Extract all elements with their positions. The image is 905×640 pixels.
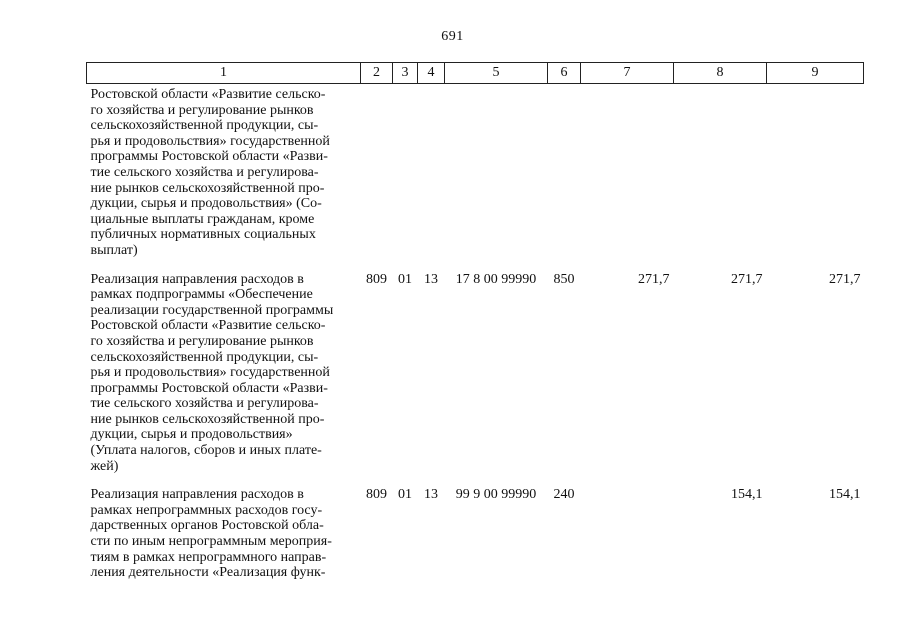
row-amount-col9: 271,7 (829, 271, 861, 287)
row-ministry-code: 809 (366, 487, 387, 503)
header-col-9: 9 (767, 63, 864, 84)
row-description (87, 269, 361, 485)
row-amount-col7 (581, 484, 674, 591)
row-amount-col8: 154,1 (731, 487, 763, 503)
row-target-article: 17 8 00 99990 (455, 271, 537, 287)
row-amount-col9 (767, 84, 864, 269)
table-row (87, 484, 864, 591)
header-col-5: 5 (445, 63, 548, 84)
row-description-text: Ростовской области «Развитие сельско- го хозяйства и регулирование рынков сельскохозяйственной продукции, сы- рья и продовольствия» государственной программы Ростовской области «Разви- тие сельского хозяйства и регулирова- ние рынков сельскохозяйственной про- дукции, сырья и продовольствия» (Со- циальные выплаты гражданам, кроме публичных нормативных социальных выплат) (90, 87, 330, 258)
row-amount-col7: 271,7 (638, 271, 670, 287)
header-col-7: 7 (581, 63, 674, 84)
header-col-6: 6 (548, 63, 581, 84)
row-amount-col8 (674, 84, 767, 269)
table-header (87, 63, 864, 84)
row-expense-type: 850 (553, 271, 575, 287)
header-row (87, 63, 864, 84)
header-col-2: 2 (361, 63, 393, 84)
row-amount-col7 (581, 84, 674, 269)
page-number: 691 (441, 29, 464, 44)
row-target-article: 99 9 00 99990 (455, 487, 537, 503)
row-subsection-code (418, 84, 445, 269)
row-expense-type (548, 84, 581, 269)
row-description-text: Реализация направления расходов в рамках непрограммных расходов госу- дарственных органов Ростовской обла- сти по иным непрограммным мероприя- тиям в рамках непрограммного направ- ления деятельности «Реализация функ- (90, 487, 332, 581)
row-section-code (393, 84, 418, 269)
table-row (87, 84, 864, 269)
header-col-3: 3 (393, 63, 418, 84)
row-target-article (445, 84, 548, 269)
row-section-code: 01 (398, 487, 412, 503)
header-col-4: 4 (418, 63, 445, 84)
row-amount-col9: 154,1 (829, 487, 861, 503)
row-description (87, 84, 361, 269)
header-col-8: 8 (674, 63, 767, 84)
row-ministry-code: 809 (366, 271, 387, 287)
row-expense-type: 240 (553, 487, 575, 503)
row-description (87, 484, 361, 591)
budget-table (86, 62, 864, 591)
row-section-code: 01 (398, 271, 412, 287)
row-subsection-code: 13 (424, 487, 438, 503)
row-description-text: Реализация направления расходов в рамках подпрограммы «Обеспечение реализации государственной программы Ростовской области «Развитие сельско- го хозяйства и регулирование рынков сельскохозяйственной продукции, сы- рья и продовольствия» государственной программы Ростовской области «Разви- тие сельского хозяйства и регулирова- ние рынков сельскохозяйственной про- дукции, сырья и продовольствия» (Уплата налогов, сборов и иных плате- жей) (90, 271, 334, 474)
row-subsection-code: 13 (424, 271, 438, 287)
row-amount-col8: 271,7 (731, 271, 763, 287)
row-ministry-code (361, 84, 393, 269)
header-col-1: 1 (87, 63, 361, 84)
table-row (87, 269, 864, 485)
